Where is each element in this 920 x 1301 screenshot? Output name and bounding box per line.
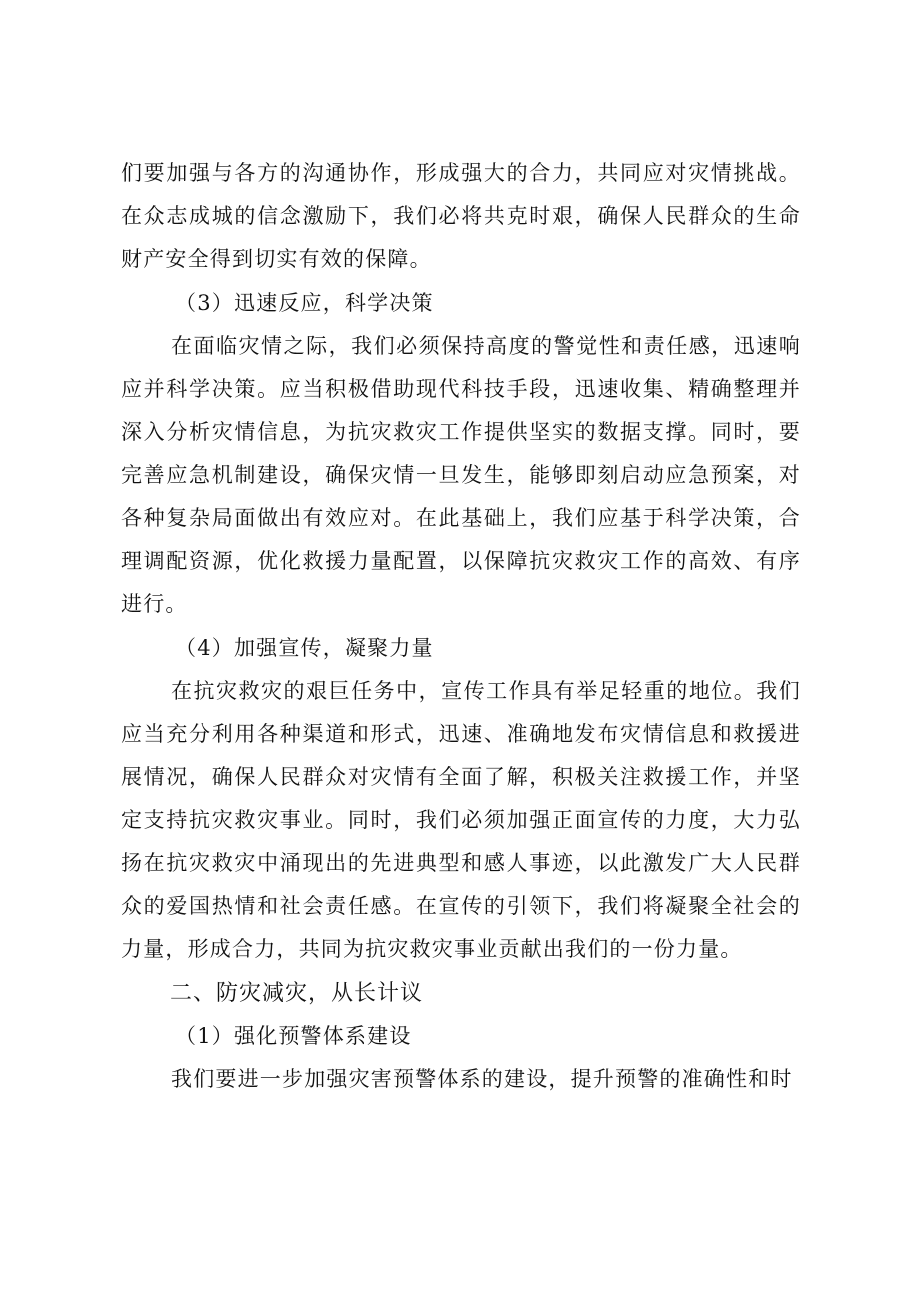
subheading-rapid-response: （3）迅速反应，科学决策 (175, 291, 434, 315)
paragraph-publicity: 在抗灾救灾的艰巨任务中，宣传工作具有举足轻重的地位。我们应当充分利用各种渠道和形式，迅速、准确地发布灾情信息和救援进展情况，确保人民群众对灾情有全面了解，积极关注救援工作，并坚定支持抗灾救灾事业。同时，我们必须加强正面宣传的力度，大力弘扬在抗灾救灾中涌现出的先进典型和感人事迹，以此激发广大人民群众的爱国热情和社会责任感。在宣传的引领下，我们将凝聚全社会的力量，形成合力，共同为抗灾救灾事业贡献出我们的一份力量。 (121, 679, 801, 961)
paragraph-rapid-response: 在面临灾情之际，我们必须保持高度的警觉性和责任感，迅速响应并科学决策。应当积极借助现代科技手段，迅速收集、精确整理并深入分析灾情信息，为抗灾救灾工作提供坚实的数据支撑。同时，要完善应急机制建设，确保灾情一旦发生，能够即刻启动应急预案，对各种复杂局面做出有效应对。在此基础上，我们应基于科学决策，合理调配资源，优化救援力量配置，以保障抗灾救灾工作的高效、有序进行。 (121, 334, 801, 616)
subheading-publicity: （4）加强宣传，凝聚力量 (175, 636, 434, 660)
section-heading-disaster-prevention: 二、防灾减灾，从长计议 (170, 981, 424, 1006)
paragraph-continuation: 们要加强与各方的沟通协作，形成强大的合力，共同应对灾情挑战。在众志成城的信念激励下，我们必将共克时艰，确保人民群众的生命财产安全得到切实有效的保障。 (121, 161, 801, 271)
paragraph-early-warning: 我们要进一步加强灾害预警体系的建设，提升预警的准确性和时 (171, 1067, 793, 1091)
subheading-early-warning: （1）强化预警体系建设 (175, 1024, 412, 1048)
